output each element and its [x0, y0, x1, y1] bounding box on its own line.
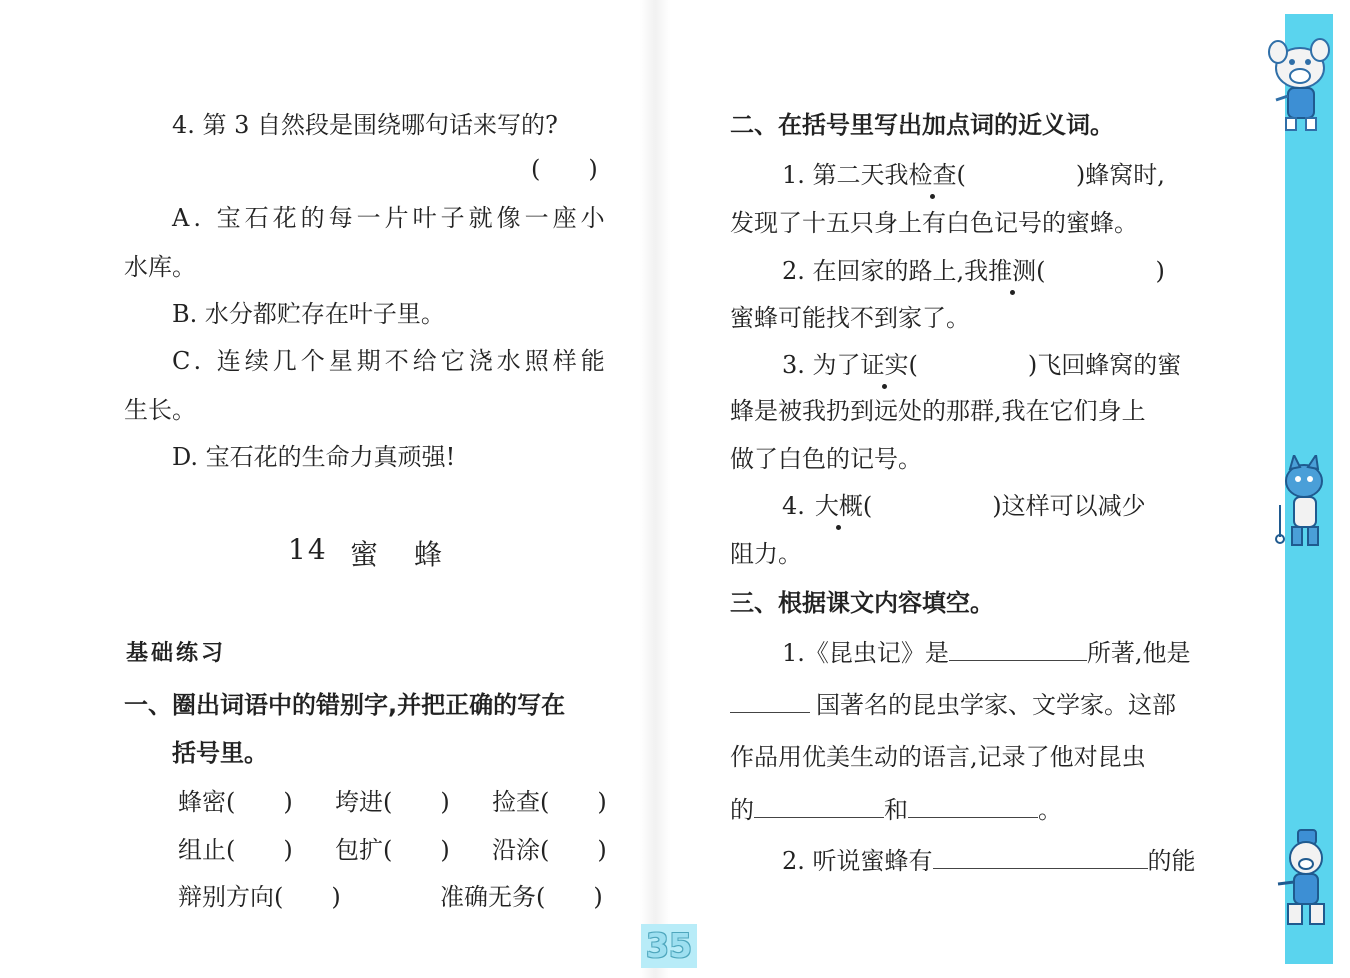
sentence-2-line1 — [782, 256, 1165, 286]
dotted-word: 检查 — [908, 161, 957, 189]
fill-2-line1 — [782, 846, 1196, 876]
fill-text: 的 — [730, 796, 754, 824]
sentence-text: )这样可以减少 — [992, 492, 1146, 520]
word-item: 辩别方向( ) — [178, 883, 341, 911]
cartoon-character-icon — [1272, 828, 1338, 932]
sentence-3-line2: 蜂是被我扔到远处的那群,我在它们身上 — [730, 397, 1146, 425]
sentence-3-line3: 做了白色的记号。 — [730, 445, 922, 473]
fill-text: 所著,他是 — [1086, 639, 1191, 667]
sentence-text: 1. 第二天我 — [782, 161, 909, 189]
close-paren: ) — [1155, 257, 1165, 285]
fill-text: 1.《昆虫记》是 — [782, 639, 949, 667]
fill-1-line4 — [730, 795, 1062, 825]
page-number: 35 — [641, 924, 697, 968]
fill-1-line1 — [782, 638, 1191, 668]
answer-blank[interactable] — [754, 795, 884, 818]
sentence-text: 4. — [782, 492, 805, 520]
word-item: 组止( ) — [178, 836, 293, 864]
open-paren: ( — [862, 492, 873, 520]
word-item: 捡查( ) — [492, 788, 607, 816]
option-a-line1: A. 宝石花的每一片叶子就像一座小 — [172, 204, 609, 232]
answer-blank[interactable] — [908, 795, 1038, 818]
page-gutter — [640, 0, 670, 978]
option-c-line1: C. 连续几个星期不给它浇水照样能 — [172, 347, 609, 375]
word-item: 准确无务( ) — [440, 883, 603, 911]
option-c-line2: 生长。 — [124, 396, 196, 424]
answer-paren: ( ) — [531, 155, 598, 183]
part1-heading-line1: 一、圈出词语中的错别字,并把正确的写在 — [124, 691, 566, 719]
sentence-2-line2: 蜜蜂可能找不到家了。 — [730, 304, 970, 332]
sentence-text: )飞回蜂窝的蜜 — [1027, 351, 1182, 379]
open-paren: ( — [908, 351, 918, 379]
option-b: B. 水分都贮存在叶子里。 — [172, 300, 445, 328]
sentence-text: 2. 在回家的路上,我 — [782, 257, 989, 285]
fill-1-line3: 作品用优美生动的语言,记录了他对昆虫 — [730, 743, 1146, 771]
fill-1-line2 — [730, 690, 1176, 720]
answer-blank[interactable] — [949, 638, 1087, 661]
open-paren: ( — [1036, 257, 1046, 285]
dotted-word: 大概 — [814, 492, 863, 520]
section-label: 基础练习 — [126, 641, 227, 666]
sentence-4-line2: 阻力。 — [730, 540, 802, 568]
sentence-text: 3. 为了 — [782, 351, 861, 379]
option-d: D. 宝石花的生命力真顽强! — [172, 443, 456, 471]
fill-text: 的能 — [1147, 847, 1196, 875]
lesson-title-char2: 蜂 — [414, 538, 445, 571]
answer-blank[interactable] — [730, 690, 810, 713]
dotted-word: 证实 — [860, 351, 909, 379]
lesson-title-char1: 蜜 — [350, 538, 381, 571]
dotted-word: 推测 — [988, 257, 1037, 285]
part3-heading: 三、根据课文内容填空。 — [730, 589, 994, 617]
sentence-1-line1 — [782, 160, 1165, 190]
fill-text: 2. 听说蜜蜂有 — [782, 847, 933, 875]
cartoon-pig-icon — [1258, 38, 1338, 138]
fill-text: 国著名的昆虫学家、文学家。这部 — [816, 691, 1176, 719]
answer-blank[interactable] — [933, 846, 1148, 869]
option-a-line2: 水库。 — [124, 253, 196, 281]
sentence-text: )蜂窝时, — [1075, 161, 1165, 189]
part1-heading-line2: 括号里。 — [172, 739, 268, 767]
word-item: 沿涂( ) — [492, 836, 607, 864]
lesson-number: 14 — [288, 533, 328, 566]
cartoon-wolf-icon — [1270, 455, 1338, 555]
fill-text: 。 — [1038, 796, 1062, 824]
open-paren: ( — [956, 161, 966, 189]
question-4-stem: 4. 第 3 自然段是围绕哪句话来写的? — [172, 111, 558, 139]
word-item: 垮进( ) — [335, 788, 450, 816]
part2-heading: 二、在括号里写出加点词的近义词。 — [730, 111, 1114, 139]
word-item: 包扩( ) — [335, 836, 450, 864]
sentence-1-line2: 发现了十五只身上有白色记号的蜜蜂。 — [730, 209, 1138, 237]
sentence-3-line1 — [782, 350, 1181, 380]
word-item: 蜂密( ) — [178, 788, 293, 816]
sentence-4-line1 — [782, 491, 1146, 521]
fill-text: 和 — [884, 796, 908, 824]
